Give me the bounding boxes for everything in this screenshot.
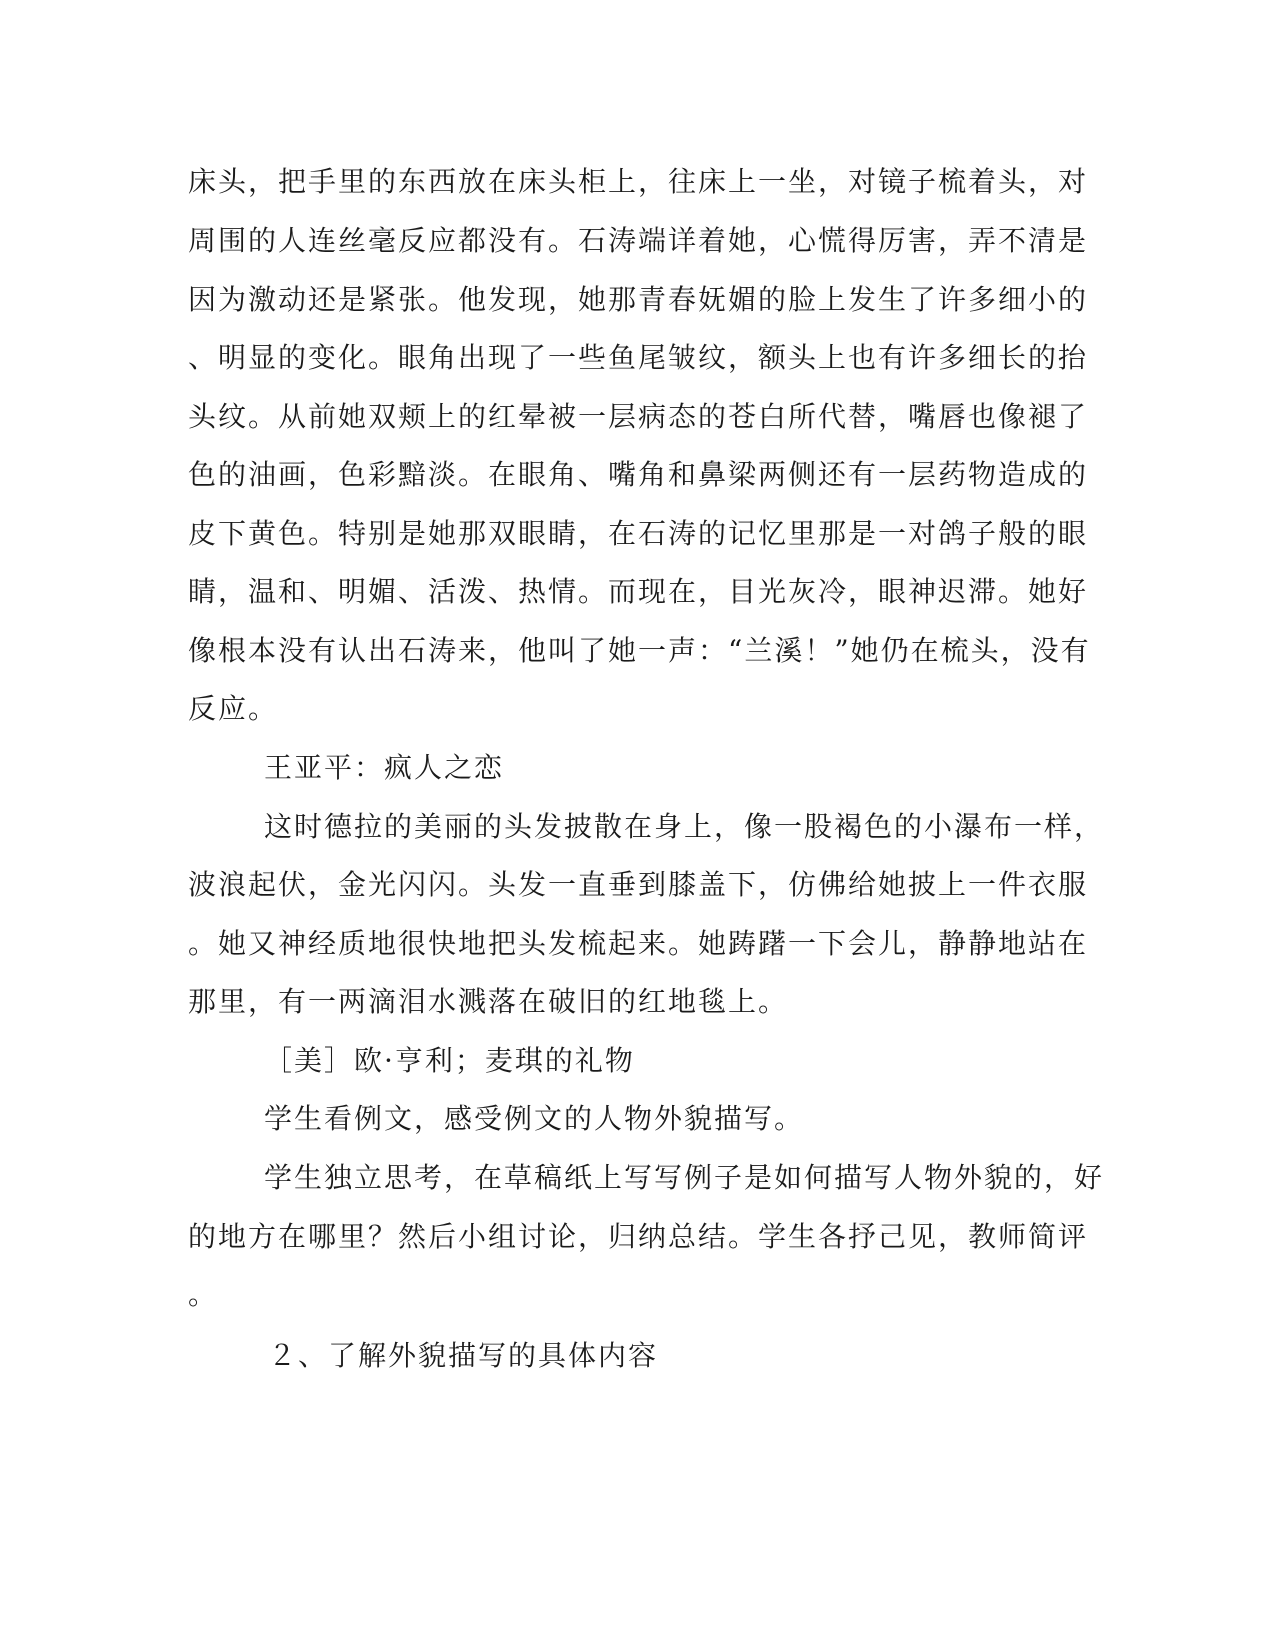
text-line: 学生独立思考，在草稿纸上写写例子是如何描写人物外貌的，好 xyxy=(264,1161,1105,1194)
text-line: 头纹。从前她双颊上的红晕被一层病态的苍白所代替，嘴唇也像褪了 xyxy=(188,400,1089,433)
text-line: 的地方在哪里？然后小组讨论，归纳总结。学生各抒己见，教师简评 xyxy=(188,1220,1089,1253)
source-attribution: ［美］欧·亨利；麦琪的礼物 xyxy=(264,1044,635,1077)
section-heading: ２、了解外貌描写的具体内容 xyxy=(268,1339,659,1372)
text-line: 皮下黄色。特别是她那双眼睛，在石涛的记忆里那是一对鸽子般的眼 xyxy=(188,517,1089,550)
text-line: 、明显的变化。眼角出现了一些鱼尾皱纹，额头上也有许多细长的抬 xyxy=(188,341,1089,374)
text-line: 那里，有一两滴泪水溅落在破旧的红地毯上。 xyxy=(188,985,789,1018)
text-line: 色的油画，色彩黯淡。在眼角、嘴角和鼻梁两侧还有一层药物造成的 xyxy=(188,458,1089,491)
text-line: 反应。 xyxy=(188,692,279,725)
text-line: 睛，温和、明媚、活泼、热情。而现在，目光灰冷，眼神迟滞。她好 xyxy=(188,575,1089,608)
text-line: 。她又神经质地很快地把头发梳起来。她踌躇一下会儿，静静地站在 xyxy=(188,927,1089,960)
text-line: 因为激动还是紧张。他发现，她那青春妩媚的脸上发生了许多细小的 xyxy=(188,283,1089,316)
text-line: 床头，把手里的东西放在床头柜上，往床上一坐，对镜子梳着头，对 xyxy=(188,165,1089,198)
text-line: 波浪起伏，金光闪闪。头发一直垂到膝盖下，仿佛给她披上一件衣服 xyxy=(188,868,1089,901)
text-line: 学生看例文，感受例文的人物外貌描写。 xyxy=(264,1102,805,1135)
source-attribution: 王亚平：疯人之恋 xyxy=(264,751,505,784)
text-line: 周围的人连丝毫反应都没有。石涛端详着她，心慌得厉害，弄不清是 xyxy=(188,224,1089,257)
text-line: 。 xyxy=(188,1278,219,1311)
text-line: 这时德拉的美丽的头发披散在身上，像一股褐色的小瀑布一样， xyxy=(264,810,1105,843)
text-line: 像根本没有认出石涛来，他叫了她一声：“兰溪！”她仍在梳头，没有 xyxy=(188,634,1091,667)
